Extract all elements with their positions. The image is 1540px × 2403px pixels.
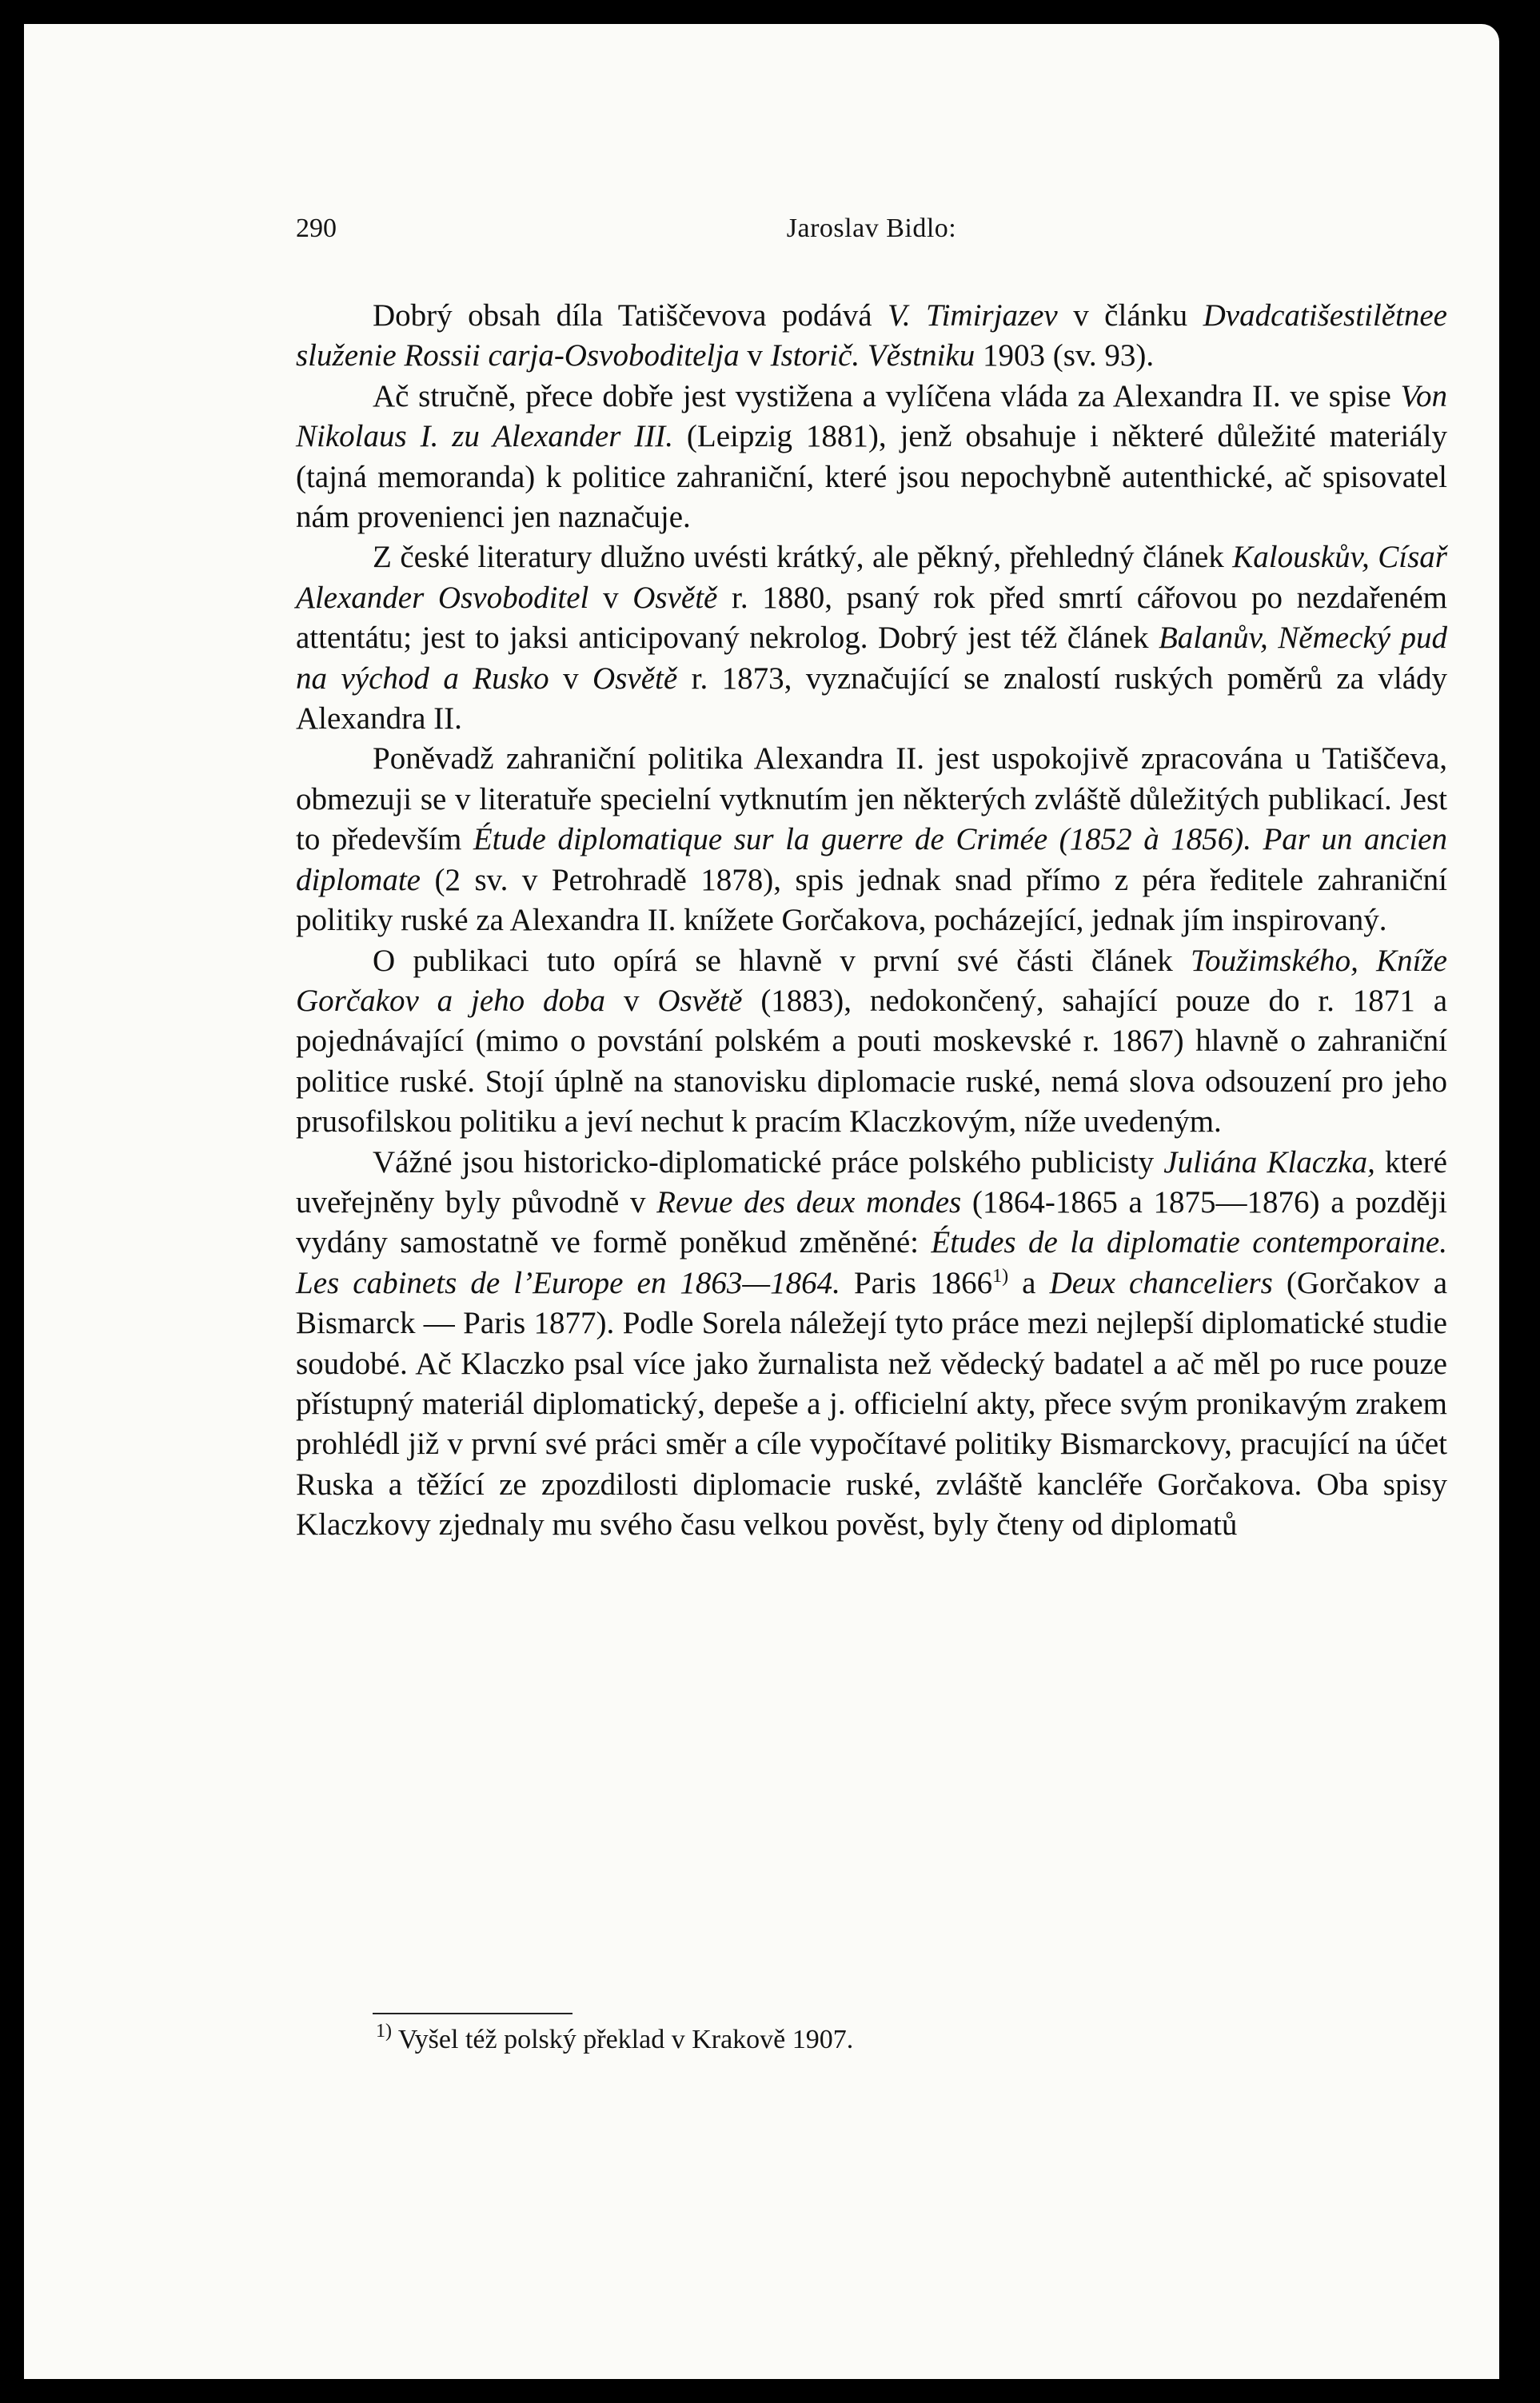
italic-title: Istorič. Věstniku: [770, 338, 975, 373]
text-run: 1903 (sv. 93).: [975, 338, 1155, 373]
text-run: v: [605, 983, 658, 1018]
italic-title: Étude diplomatique sur la guerre de Crimée (1852 à 1856). Par un ancien diplomate: [296, 822, 1447, 897]
page-number: 290: [296, 214, 337, 243]
paragraph: [296, 941, 1447, 1143]
italic-title: Études de la diplomatie contemporaine. Les cabinets de l’Europe en 1863—1864.: [296, 1225, 1447, 1300]
text-run: (Gorčakov a Bismarck — Paris 1877). Podle Sorela náležejí tyto práce mezi nejlepší diplomatické studie soudobé. Ač Klaczko psal více jako žurnalista než vědecký badatel a ač měl po ruce pouze přístupný materiál diplomatický, depeše a j. officielní akty, přece svým pronikavým zrakem prohlédl již v první své práci směr a cíle vypočítavé politiky Bismarckovy, pracující na účet Ruska a těžící ze zpozdilosti diplomacie ruské, zvláště kancléře Gorčakova. Oba spisy Klaczkovy zjednaly mu svého času velkou pověst, byly čteny od diplomatů: [296, 1265, 1448, 1543]
footnote-text: Vyšel též polský překlad v Krakově 1907.: [392, 2025, 854, 2054]
paragraph: [296, 739, 1447, 940]
italic-title: Kalouskův, Císař Alexander Osvoboditel: [296, 540, 1447, 615]
text-run: r. 1880, psaný rok před smrtí cářovou po nezdařeném attentátu; jest to jaksi anticipovaný nekrolog. Dobrý jest též článek: [296, 580, 1448, 656]
italic-title: Dvadcatišestilětnee služenie Rossii carja-Osvoboditelja: [296, 298, 1447, 373]
text-run: Z české literatury dlužno uvésti krátký, ale pěkný, přehledný článek: [373, 540, 1233, 575]
text-run: Dobrý obsah díla Tatiščevova podává: [373, 298, 888, 333]
text-run: Poněvadž zahraniční politika Alexandra II. jest uspokojivě zpracována u Tatiščeva, obmezuji se v literatuře specielní vytknutím jen některých zvláště důležitých publikací. Jest to především: [296, 741, 1447, 857]
text-run: v: [739, 338, 771, 373]
text-run: které uveřejněny byly původně v: [296, 1144, 1447, 1219]
italic-title: V. Timirjazev: [888, 298, 1058, 333]
footnote-marker: 1): [376, 2021, 392, 2042]
italic-title: Deux chanceliers: [1049, 1265, 1273, 1300]
paragraph: [296, 296, 1447, 377]
italic-title: Balanův, Německý pud na východ a Rusko: [296, 621, 1447, 696]
text-run: Vážné jsou historicko-diplomatické práce polského publicisty: [373, 1144, 1164, 1180]
text-run: v: [549, 661, 593, 696]
text-run: Paris 1866: [840, 1265, 993, 1300]
italic-title: Osvětě: [657, 983, 743, 1018]
text-run: v: [588, 580, 633, 615]
footnote-rule: [373, 2013, 573, 2014]
text-run: v článku: [1057, 298, 1203, 333]
text-run: (1864-1865 a 1875—1876) a později vydány samostatně ve formě poněkud změněné:: [296, 1184, 1448, 1260]
text-run: O publikaci tuto opírá se hlavně v první své části článek: [373, 943, 1191, 978]
text-run: a: [1008, 1265, 1050, 1300]
text-run: (1883), nedokončený, sahající pouze do r. 1871 a pojednávající (mimo o povstání polském a pouti moskevské r. 1867) hlavně o zahraniční politice ruské. Stojí úplně na stanovisku diplomacie ruské, nemá slova odsouzení pro jeho prusofilskou politiku a jeví nechut k pracím Klaczkovým, níže uvedeným.: [296, 983, 1448, 1140]
paragraph: [296, 537, 1447, 739]
running-head: Jaroslav Bidlo:: [786, 214, 957, 243]
paragraph: [296, 1143, 1447, 1546]
italic-title: Von Nikolaus I. zu Alexander III.: [296, 378, 1447, 454]
italic-title: Revue des deux mondes: [656, 1184, 962, 1219]
italic-title: Toužimského, Kníže Gorčakov a jeho doba: [296, 943, 1447, 1018]
text-run: Ač stručně, přece dobře jest vystižena a vylíčena vláda za Alexandra II. ve spise: [373, 378, 1401, 413]
book-page: [24, 24, 1499, 2379]
text-run: (2 sv. v Petrohradě 1878), spis jednak snad přímo z péra ředitele zahraniční politiky ruské za Alexandra II. knížete Gorčakova, pocházející, jednak jím inspirovaný.: [296, 862, 1447, 938]
italic-title: Juliána Klaczka,: [1163, 1144, 1375, 1180]
page-header: [296, 214, 1447, 253]
paragraph: [296, 377, 1447, 538]
text-run: (Leipzig 1881), jenž obsahuje i některé důležité materiály (tajná memoranda) k politice zahraniční, které jsou nepochybně autenthické, ač spisovatel nám provenienci jen naznačuje.: [296, 419, 1447, 535]
italic-title: Osvětě: [592, 661, 678, 696]
text-run: r. 1873, vyznačující se znalostí ruských poměrů za vlády Alexandra II.: [296, 661, 1448, 736]
body-text: [296, 296, 1447, 1546]
footnote-reference: 1): [992, 1265, 1009, 1287]
footnote: [376, 2022, 853, 2058]
italic-title: Osvětě: [632, 580, 718, 615]
